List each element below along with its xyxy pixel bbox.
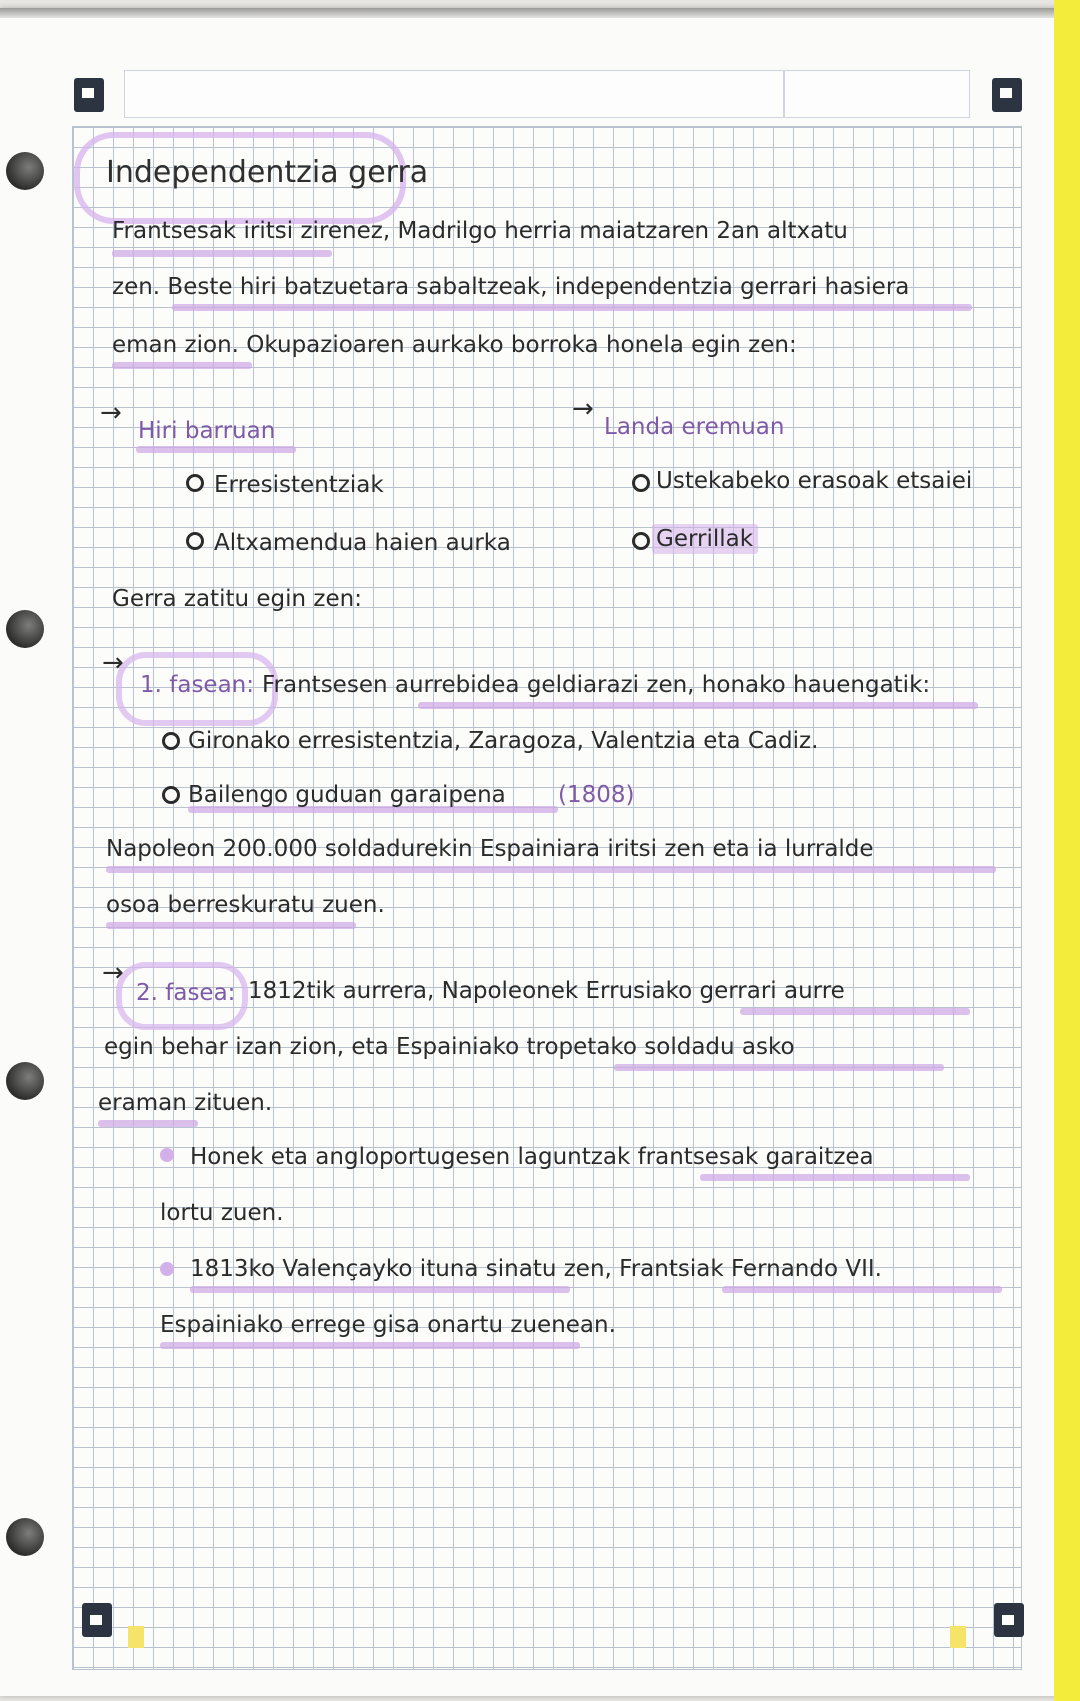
bullet-icon bbox=[186, 532, 204, 550]
phase1-item-2: Bailengo guduan garaipena bbox=[188, 782, 506, 808]
phase2-text-2: egin behar izan zion, eta Espainiako tropetako soldadu asko bbox=[104, 1034, 795, 1060]
left-item-2: Altxamendua haien aurka bbox=[214, 530, 511, 556]
highlight-underline bbox=[136, 446, 296, 453]
page-top-shadow bbox=[0, 8, 1062, 18]
arrow-right-icon: → bbox=[572, 394, 594, 424]
highlight-underline bbox=[112, 362, 252, 369]
yellow-marker-right bbox=[950, 1626, 966, 1648]
arrow-right-icon: → bbox=[102, 648, 124, 678]
yellow-divider-edge bbox=[1054, 0, 1080, 1701]
corner-mark-bottom-left-icon bbox=[82, 1603, 112, 1637]
binder-hole bbox=[6, 610, 44, 648]
phase2-label: 2. fasea: bbox=[136, 980, 236, 1006]
corner-mark-bottom-right-icon bbox=[994, 1603, 1024, 1637]
phase2-item-1-line-2: lortu zuen. bbox=[160, 1200, 284, 1226]
left-column-heading: Hiri barruan bbox=[138, 418, 276, 444]
highlight-underline bbox=[98, 1120, 198, 1127]
phase1-text: Frantsesen aurrebidea geldiarazi zen, honako hauengatik: bbox=[262, 672, 931, 698]
phase2-item-1-line-1: Honek eta angloportugesen laguntzak frantsesak garaitzea bbox=[190, 1144, 874, 1170]
binder-hole bbox=[6, 1518, 44, 1556]
binder-hole bbox=[6, 152, 44, 190]
phase1-after-1: Napoleon 200.000 soldadurekin Espainiara iritsi zen eta ia lurralde bbox=[106, 836, 874, 862]
bullet-icon bbox=[162, 786, 180, 804]
highlight-underline bbox=[190, 1286, 570, 1293]
highlight-underline bbox=[722, 1286, 1002, 1293]
highlight-underline bbox=[106, 866, 996, 873]
highlight-underline bbox=[172, 304, 972, 311]
corner-mark-top-left-icon bbox=[74, 78, 104, 112]
bullet-icon bbox=[632, 474, 650, 492]
phase2-item-2-line-2: Espainiako errege gisa onartu zuenean. bbox=[160, 1312, 616, 1338]
intro-line-3: eman zion. Okupazioaren aurkako borroka honela egin zen: bbox=[112, 332, 797, 358]
bullet-icon bbox=[160, 1262, 174, 1276]
bullet-icon bbox=[160, 1148, 174, 1162]
header-box bbox=[124, 70, 970, 118]
highlight-underline bbox=[418, 702, 978, 709]
highlight-underline bbox=[700, 1174, 970, 1181]
phase1-after-2: osoa berreskuratu zuen. bbox=[106, 892, 385, 918]
highlight-underline bbox=[160, 1342, 580, 1349]
arrow-right-icon: → bbox=[100, 398, 122, 428]
highlight-underline bbox=[614, 1064, 944, 1071]
right-column-heading: Landa eremuan bbox=[604, 414, 785, 440]
binder-hole bbox=[6, 1062, 44, 1100]
intro-line-2: zen. Beste hiri batzuetara sabaltzeak, independentzia gerrari hasiera bbox=[112, 274, 910, 300]
highlight-underline bbox=[740, 1008, 970, 1015]
arrow-right-icon: → bbox=[102, 958, 124, 988]
phase1-year: (1808) bbox=[558, 782, 635, 808]
division-line: Gerra zatitu egin zen: bbox=[112, 586, 362, 612]
right-item-2: Gerrillak bbox=[656, 526, 754, 552]
highlight-underline bbox=[112, 250, 332, 257]
intro-line-1: Frantsesak iritsi zirenez, Madrilgo herria maiatzaren 2an altxatu bbox=[112, 218, 848, 244]
left-item-1: Erresistentziak bbox=[214, 472, 384, 498]
bullet-icon bbox=[186, 474, 204, 492]
bullet-icon bbox=[632, 532, 650, 550]
phase2-text-3: eraman zituen. bbox=[98, 1090, 273, 1116]
right-item-1: Ustekabeko erasoak etsaiei bbox=[656, 468, 973, 494]
phase1-label: 1. fasean: bbox=[140, 672, 255, 698]
corner-mark-top-right-icon bbox=[992, 78, 1022, 112]
header-divider bbox=[783, 71, 785, 117]
phase2-text-1: 1812tik aurrera, Napoleonek Errusiako gerrari aurre bbox=[248, 978, 845, 1004]
phase2-item-2-line-1: 1813ko Valençayko ituna sinatu zen, Frantsiak Fernando VII. bbox=[190, 1256, 882, 1282]
yellow-marker-left bbox=[128, 1626, 144, 1648]
page-title: Independentzia gerra bbox=[106, 155, 429, 190]
phase1-item-1: Gironako erresistentzia, Zaragoza, Valentzia eta Cadiz. bbox=[188, 728, 819, 754]
bullet-icon bbox=[162, 732, 180, 750]
highlight-underline bbox=[106, 922, 356, 929]
